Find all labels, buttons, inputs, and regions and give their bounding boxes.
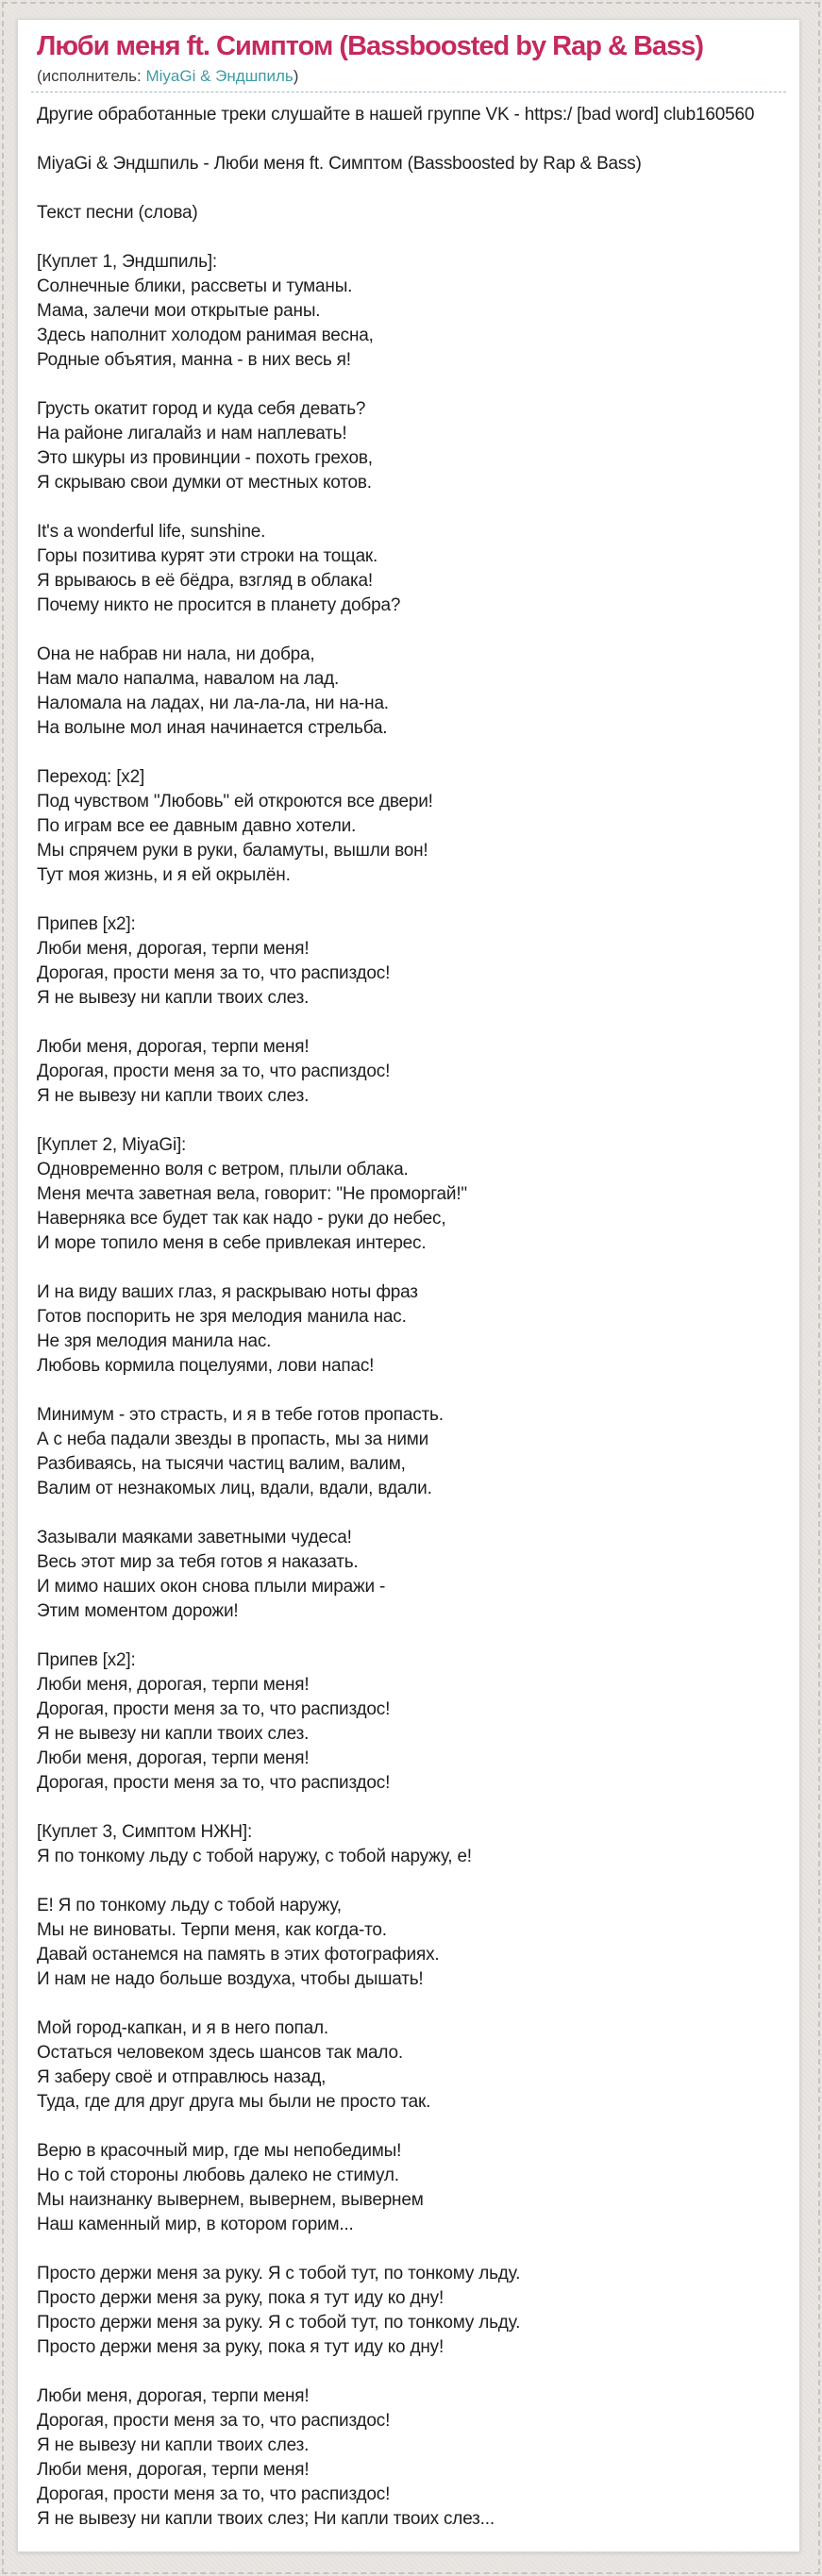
lyric-line: Переход: [x2] xyxy=(37,767,145,787)
lyric-line: Просто держи меня за руку. Я с тобой тут, по тонкому льду. xyxy=(37,2264,521,2283)
lyric-blank-line xyxy=(37,1256,799,1280)
lyric-line: Люби меня, дорогая, терпи меня! xyxy=(37,2460,310,2480)
lyric-blank-line xyxy=(37,226,799,250)
lyric-line: Не зря мелодия манила нас. xyxy=(37,1331,272,1351)
lyric-line: Мама, залечи мои открытые раны. xyxy=(37,301,321,321)
lyric-blank-line xyxy=(37,1992,799,2016)
song-title: Люби меня ft. Симптом (Bassboosted by Rap & Bass) xyxy=(37,31,703,61)
lyric-line: Меня мечта заветная вела, говорит: "Не проморгай!" xyxy=(37,1184,467,1204)
lyric-line: [Куплет 3, Симптом НЖН]: xyxy=(37,1822,253,1842)
lyric-line: Я по тонкому льду с тобой наружу, с тобой наружу, е! xyxy=(37,1847,472,1866)
lyric-line: Солнечные блики, рассветы и туманы. xyxy=(37,276,353,296)
lyric-line: Одновременно воля с ветром, плыли облака. xyxy=(37,1160,409,1179)
artist-line xyxy=(37,67,786,86)
lyric-line: Разбиваясь, на тысячи частиц валим, валим, xyxy=(37,1454,406,1474)
lyric-blank-line xyxy=(37,888,799,912)
lyric-line: Здесь наполнит холодом ранимая весна, xyxy=(37,326,374,345)
song-header xyxy=(31,20,786,92)
lyric-line: Дорогая, прости меня за то, что распиздос! xyxy=(37,2411,391,2431)
lyric-line: И мимо наших окон снова плыли миражи - xyxy=(37,1577,386,1597)
lyric-line: Припев [x2]: xyxy=(37,914,136,934)
lyric-line: Готов поспорить не зря мелодия манила нас. xyxy=(37,1307,407,1327)
artist-link[interactable]: MiyaGi & Эндшпиль xyxy=(145,67,294,85)
lyric-line: Мы спрячем руки в руки, баламуты, вышли вон! xyxy=(37,841,428,861)
lyric-blank-line xyxy=(37,1796,799,1820)
lyric-line: Нам мало напалма, навалом на лад. xyxy=(37,669,340,689)
lyric-line: Текст песни (слова) xyxy=(37,203,198,223)
lyric-line: Любовь кормила поцелуями, лови напас! xyxy=(37,1356,375,1376)
lyric-line: Я заберу своё и отправлюсь назад, xyxy=(37,2067,327,2087)
lyric-line: Просто держи меня за руку. Я с тобой тут, по тонкому льду. xyxy=(37,2313,521,2333)
lyric-line: Грусть окатит город и куда себя девать? xyxy=(37,399,366,419)
lyric-line: Я не вывезу ни капли твоих слез. xyxy=(37,1086,310,1106)
lyric-line: Я не вывезу ни капли твоих слез. xyxy=(37,1724,310,1744)
lyric-line: Наверняка все будет так как надо - руки до небес, xyxy=(37,1209,446,1229)
lyric-blank-line xyxy=(37,2237,799,2262)
lyric-line: Мы не виноваты. Терпи меня, как когда-то. xyxy=(37,1920,387,1940)
lyric-line: Просто держи меня за руку, пока я тут иду ко дну! xyxy=(37,2288,445,2308)
lyrics-text xyxy=(18,92,799,2532)
lyric-line: Почему никто не просится в планету добра? xyxy=(37,595,401,615)
lyric-line: На волыне мол иная начинается стрельба. xyxy=(37,718,388,738)
lyric-blank-line xyxy=(37,1624,799,1648)
lyric-line: Верю в красочный мир, где мы непобедимы! xyxy=(37,2141,402,2161)
lyric-line: Мой город-капкан, и я в него попал. xyxy=(37,2018,328,2038)
lyric-line: По играм все ее давным давно хотели. xyxy=(37,816,357,836)
lyric-blank-line xyxy=(37,373,799,397)
lyric-line: [Куплет 2, MiyaGi]: xyxy=(37,1135,187,1155)
lyric-blank-line xyxy=(37,2360,799,2384)
lyric-blank-line xyxy=(37,1109,799,1133)
lyric-blank-line xyxy=(37,741,799,765)
lyric-line: Она не набрав ни нала, ни добра, xyxy=(37,644,315,664)
lyric-blank-line xyxy=(37,1501,799,1526)
lyric-line: И море топило меня в себе привлекая интерес. xyxy=(37,1233,427,1253)
lyric-line: Дорогая, прости меня за то, что распиздос! xyxy=(37,963,391,983)
lyric-line: Я скрываю свои думки от местных котов. xyxy=(37,473,372,493)
lyric-line: Я врываюсь в её бёдра, взгляд в облака! xyxy=(37,571,373,591)
lyric-line: Другие обработанные треки слушайте в нашей группе VK - https:/ [bad word] club160560 xyxy=(37,105,755,125)
lyric-line: Этим моментом дорожи! xyxy=(37,1601,239,1621)
lyric-line: И на виду ваших глаз, я раскрываю ноты фраз xyxy=(37,1282,418,1302)
lyric-line: Люби меня, дорогая, терпи меня! xyxy=(37,1748,310,1768)
lyric-line: Но с той стороны любовь далеко не стимул. xyxy=(37,2166,399,2185)
lyric-line: Остаться человеком здесь шансов так мало. xyxy=(37,2043,403,2063)
lyric-line: Я не вывезу ни капли твоих слез. xyxy=(37,988,310,1008)
lyric-blank-line xyxy=(37,127,799,152)
lyric-line: Мы наизнанку вывернем, вывернем, вывернем xyxy=(37,2190,424,2210)
lyric-line: [Куплет 1, Эндшпиль]: xyxy=(37,252,217,272)
lyric-line: Просто держи меня за руку, пока я тут иду ко дну! xyxy=(37,2337,445,2357)
lyric-line: Люби меня, дорогая, терпи меня! xyxy=(37,939,310,959)
lyric-line: Тут моя жизнь, и я ей окрылён. xyxy=(37,865,291,885)
lyrics-card xyxy=(17,19,800,2552)
lyric-blank-line xyxy=(37,495,799,520)
lyric-blank-line xyxy=(37,2115,799,2139)
lyric-blank-line xyxy=(37,1379,799,1403)
lyric-line: Весь этот мир за тебя готов я наказать. xyxy=(37,1552,359,1572)
lyric-line: Е! Я по тонкому льду с тобой наружу, xyxy=(37,1896,342,1915)
lyric-line: Я не вывезу ни капли твоих слез. xyxy=(37,2435,310,2455)
lyric-line: Под чувством "Любовь" ей откроются все двери! xyxy=(37,792,433,811)
lyric-line: На районе лигалайз и нам наплевать! xyxy=(37,424,347,443)
lyric-line: Люби меня, дорогая, терпи меня! xyxy=(37,1037,310,1057)
lyric-blank-line xyxy=(37,1869,799,1894)
lyric-line: Наш каменный мир, в котором горим... xyxy=(37,2215,354,2234)
lyric-blank-line xyxy=(37,176,799,201)
lyric-line: Зазывали маяками заветными чудеса! xyxy=(37,1528,352,1547)
lyric-line: It's a wonderful life, sunshine. xyxy=(37,522,266,542)
lyric-line: Люби меня, дорогая, терпи меня! xyxy=(37,1675,310,1695)
lyric-line: Это шкуры из провинции - похоть грехов, xyxy=(37,448,373,468)
lyric-line: Валим от незнакомых лиц, вдали, вдали, вдали. xyxy=(37,1479,432,1498)
lyric-line: Люби меня, дорогая, терпи меня! xyxy=(37,2386,310,2406)
lyric-line: Минимум - это страсть, и я в тебе готов пропасть. xyxy=(37,1405,444,1425)
lyric-line: Наломала на ладах, ни ла-ла-ла, ни на-на. xyxy=(37,694,389,713)
lyric-line: Давай останемся на память в этих фотографиях. xyxy=(37,1945,440,1965)
artist-label-suffix: ) xyxy=(293,67,299,85)
lyric-blank-line xyxy=(37,618,799,643)
lyric-line: Дорогая, прости меня за то, что распиздос! xyxy=(37,1773,391,1793)
lyric-line: И нам не надо больше воздуха, чтобы дышать! xyxy=(37,1969,424,1989)
lyric-line: Дорогая, прости меня за то, что распиздос! xyxy=(37,2484,391,2504)
lyric-blank-line xyxy=(37,1011,799,1035)
lyric-line: Дорогая, прости меня за то, что распиздос! xyxy=(37,1699,391,1719)
lyric-line: Припев [x2]: xyxy=(37,1650,136,1670)
lyric-line: Туда, где для друг друга мы были не просто так. xyxy=(37,2092,431,2112)
lyric-line: А с неба падали звезды в пропасть, мы за ними xyxy=(37,1430,429,1449)
lyric-line: Я не вывезу ни капли твоих слез; Ни капли твоих слез... xyxy=(37,2509,495,2529)
lyric-line: Родные объятия, манна - в них весь я! xyxy=(37,350,351,370)
lyric-line: MiyaGi & Эндшпиль - Люби меня ft. Симптом (Bassboosted by Rap & Bass) xyxy=(37,154,642,174)
artist-label: (исполнитель: xyxy=(37,67,142,85)
lyric-line: Горы позитива курят эти строки на тощак. xyxy=(37,546,378,566)
lyric-line: Дорогая, прости меня за то, что распиздос! xyxy=(37,1062,391,1081)
